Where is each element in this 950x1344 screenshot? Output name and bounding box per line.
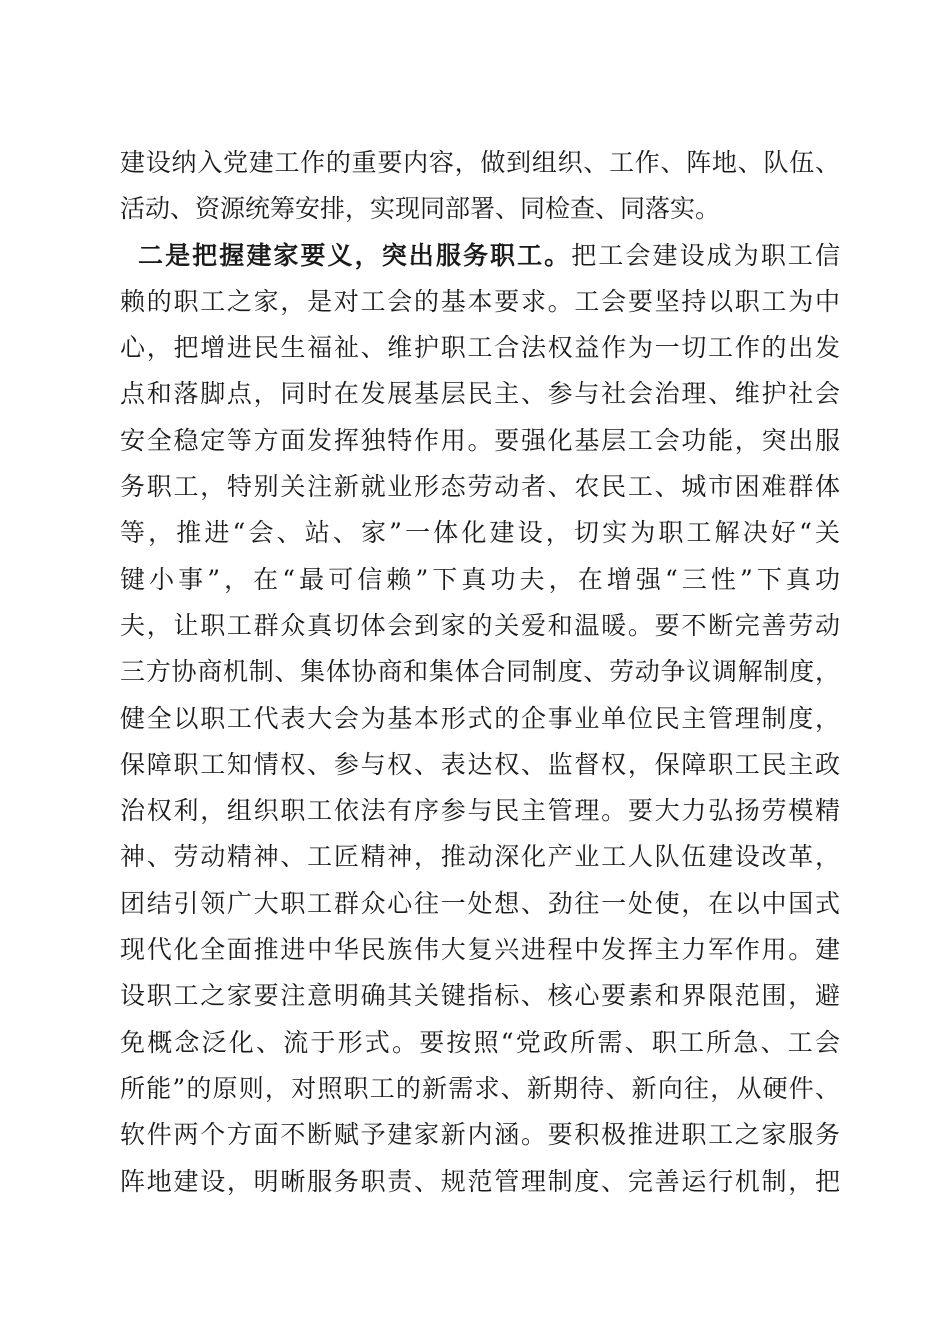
text-line: 等，推进“会、站、家”一体化建设，切实为职工解决好“关 [120,518,840,548]
text-line: 团结引领广大职工群众心往一处想、劲往一处使，在以中国式 [120,888,840,918]
text-line: 阵地建设，明晰服务职责、规范管理制度、完善运行机制，把 [120,1166,840,1196]
text-line: 保障职工知情权、参与权、表达权、监督权，保障职工民主政 [120,749,840,779]
text-line: 三方协商机制、集体协商和集体合同制度、劳动争议调解制度， [120,657,840,687]
text-line: 赖的职工之家，是对工会的基本要求。工会要坚持以职工为中 [120,286,840,316]
text-line: 所能”的原则，对照职工的新需求、新期待、新向往，从硬件、 [120,1073,840,1103]
text-line: 键小事”，在“最可信赖”下真功夫，在增强“三性”下真功 [120,564,840,594]
text-line: 设职工之家要注意明确其关键指标、核心要素和界限范围，避 [120,981,840,1011]
text-line: 神、劳动精神、工匠精神，推动深化产业工人队伍建设改革， [120,842,840,872]
text-line: 建设纳入党建工作的重要内容，做到组织、工作、阵地、队伍、 [120,148,840,177]
heading-continuation: 把工会建设成为职工信 [571,240,840,270]
text-line: 活动、资源统筹安排，实现同部署、同检查、同落实。 [120,194,721,224]
paragraph-heading-line [120,233,840,279]
text-line: 现代化全面推进中华民族伟大复兴进程中发挥主力军作用。建 [120,935,840,965]
text-line: 务职工，特别关注新就业形态劳动者、农民工、城市困难群体 [120,472,840,502]
text-line: 安全稳定等方面发挥独特作用。要强化基层工会功能，突出服 [120,425,840,455]
section-heading: 二是把握建家要义，突出服务职工。 [138,240,572,270]
text-line: 软件两个方面不断赋予建家新内涵。要积极推进职工之家服务 [120,1120,840,1150]
text-line: 治权利，组织职工依法有序参与民主管理。要大力弘扬劳模精 [120,796,840,826]
text-line: 心，把增进民生福祉、维护职工合法权益作为一切工作的出发 [120,333,840,363]
text-line: 夫，让职工群众真切体会到家的关爱和温暖。要不断完善劳动 [120,610,840,640]
document-body [120,140,840,1205]
text-line: 点和落脚点，同时在发展基层民主、参与社会治理、维护社会 [120,379,840,409]
text-line: 免概念泛化、流于形式。要按照“党政所需、职工所急、工会 [120,1027,840,1057]
text-line: 健全以职工代表大会为基本形式的企事业单位民主管理制度， [120,703,840,733]
